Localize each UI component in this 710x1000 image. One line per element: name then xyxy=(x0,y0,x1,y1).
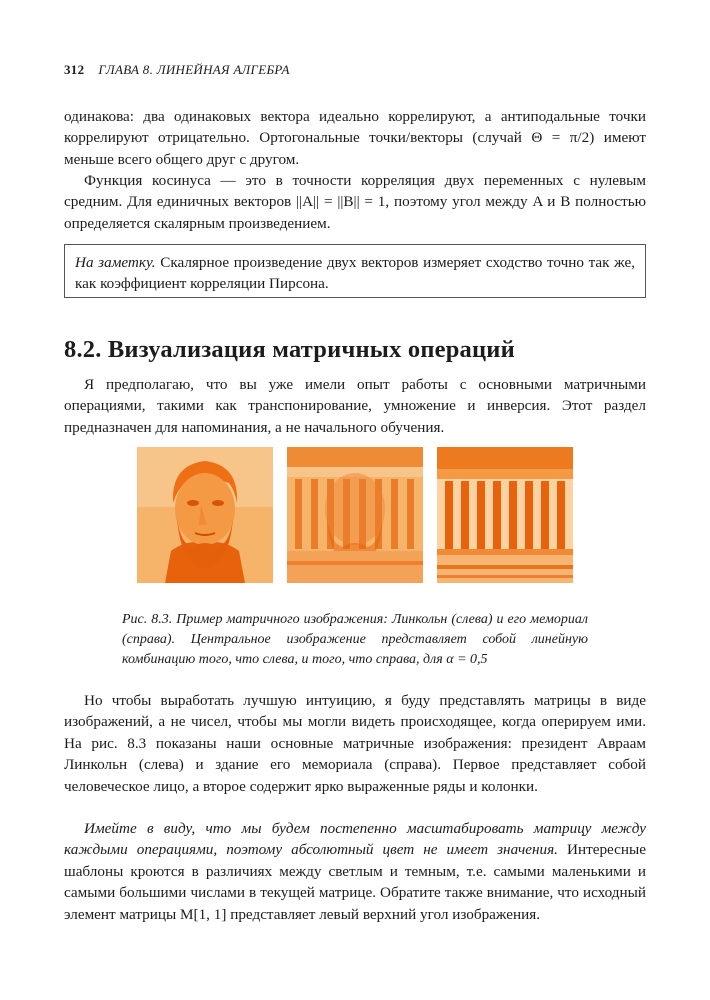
paragraph-5 xyxy=(64,818,646,925)
paragraph-5-text: Интересные шаблоны кроются в различиях между светлым и темным, т.е. самыми маленькими и самыми большими числами в текущей матрице. Обратите также внимание, что исходный элемент матрицы M[1, 1] представляет левый верхний угол изображения. xyxy=(64,841,646,923)
blended-image xyxy=(287,447,423,583)
figure-caption: Рис. 8.3. Пример матричного изображения: Линкольн (слева) и его мемориал (справа). Центральное изображение представляет собой линейную комбинацию того, что слева, и того, что справа, для α = 0,5 xyxy=(122,612,588,667)
figure-8-3 xyxy=(137,447,573,583)
chapter-title: ГЛАВА 8. ЛИНЕЙНАЯ АЛГЕБРА xyxy=(98,62,290,77)
paragraph-1: одинакова: два одинаковых вектора идеально коррелируют, а антиподальные точки коррелируют отрицательно. Ортогональные точки/векторы (случай Θ = π/2) имеют меньше всего общего друг с другом. xyxy=(64,108,646,168)
paragraph-3: Я предполагаю, что вы уже имели опыт работы с основными матричными операциями, такими как транспонирование, умножение и инверсия. Этот раздел предназначен для напоминания, а не начального обучения. xyxy=(64,376,646,436)
paragraph-5-italic: Имейте в виду, что мы будем постепенно масштабировать матрицу между каждыми операциями, поэтому абсолютный цвет не имеет значения. xyxy=(64,820,646,859)
note-box xyxy=(64,244,646,298)
lincoln-memorial-image xyxy=(437,447,573,583)
paragraph-4: Но чтобы выработать лучшую интуицию, я буду представлять матрицы в виде изображений, а не чисел, чтобы мы могли видеть происходящее, когда оперируем ими. На рис. 8.3 показаны наши основные матричные изображения: президент Авраам Линкольн (слева) и здание его мемориала (справа). Первое представляет собой человеческое лицо, а второе содержит ярко выраженные ряды и колонки. xyxy=(64,692,646,795)
note-text: Скалярное произведение двух векторов измеряет сходство точно так же, как коэффициент корреляции Пирсона. xyxy=(75,254,635,293)
note-lead: На заметку. xyxy=(75,254,156,271)
lincoln-portrait-image xyxy=(137,447,273,583)
running-header xyxy=(64,62,646,78)
paragraph-2: Функция косинуса — это в точности корреляция двух переменных с нулевым средним. Для единичных векторов ||A|| = ||B|| = 1, поэтому угол между A и B полностью определяется скалярным произведением. xyxy=(64,172,646,232)
section-title: 8.2. Визуализация матричных операций xyxy=(64,336,515,363)
page-number: 312 xyxy=(64,62,85,77)
